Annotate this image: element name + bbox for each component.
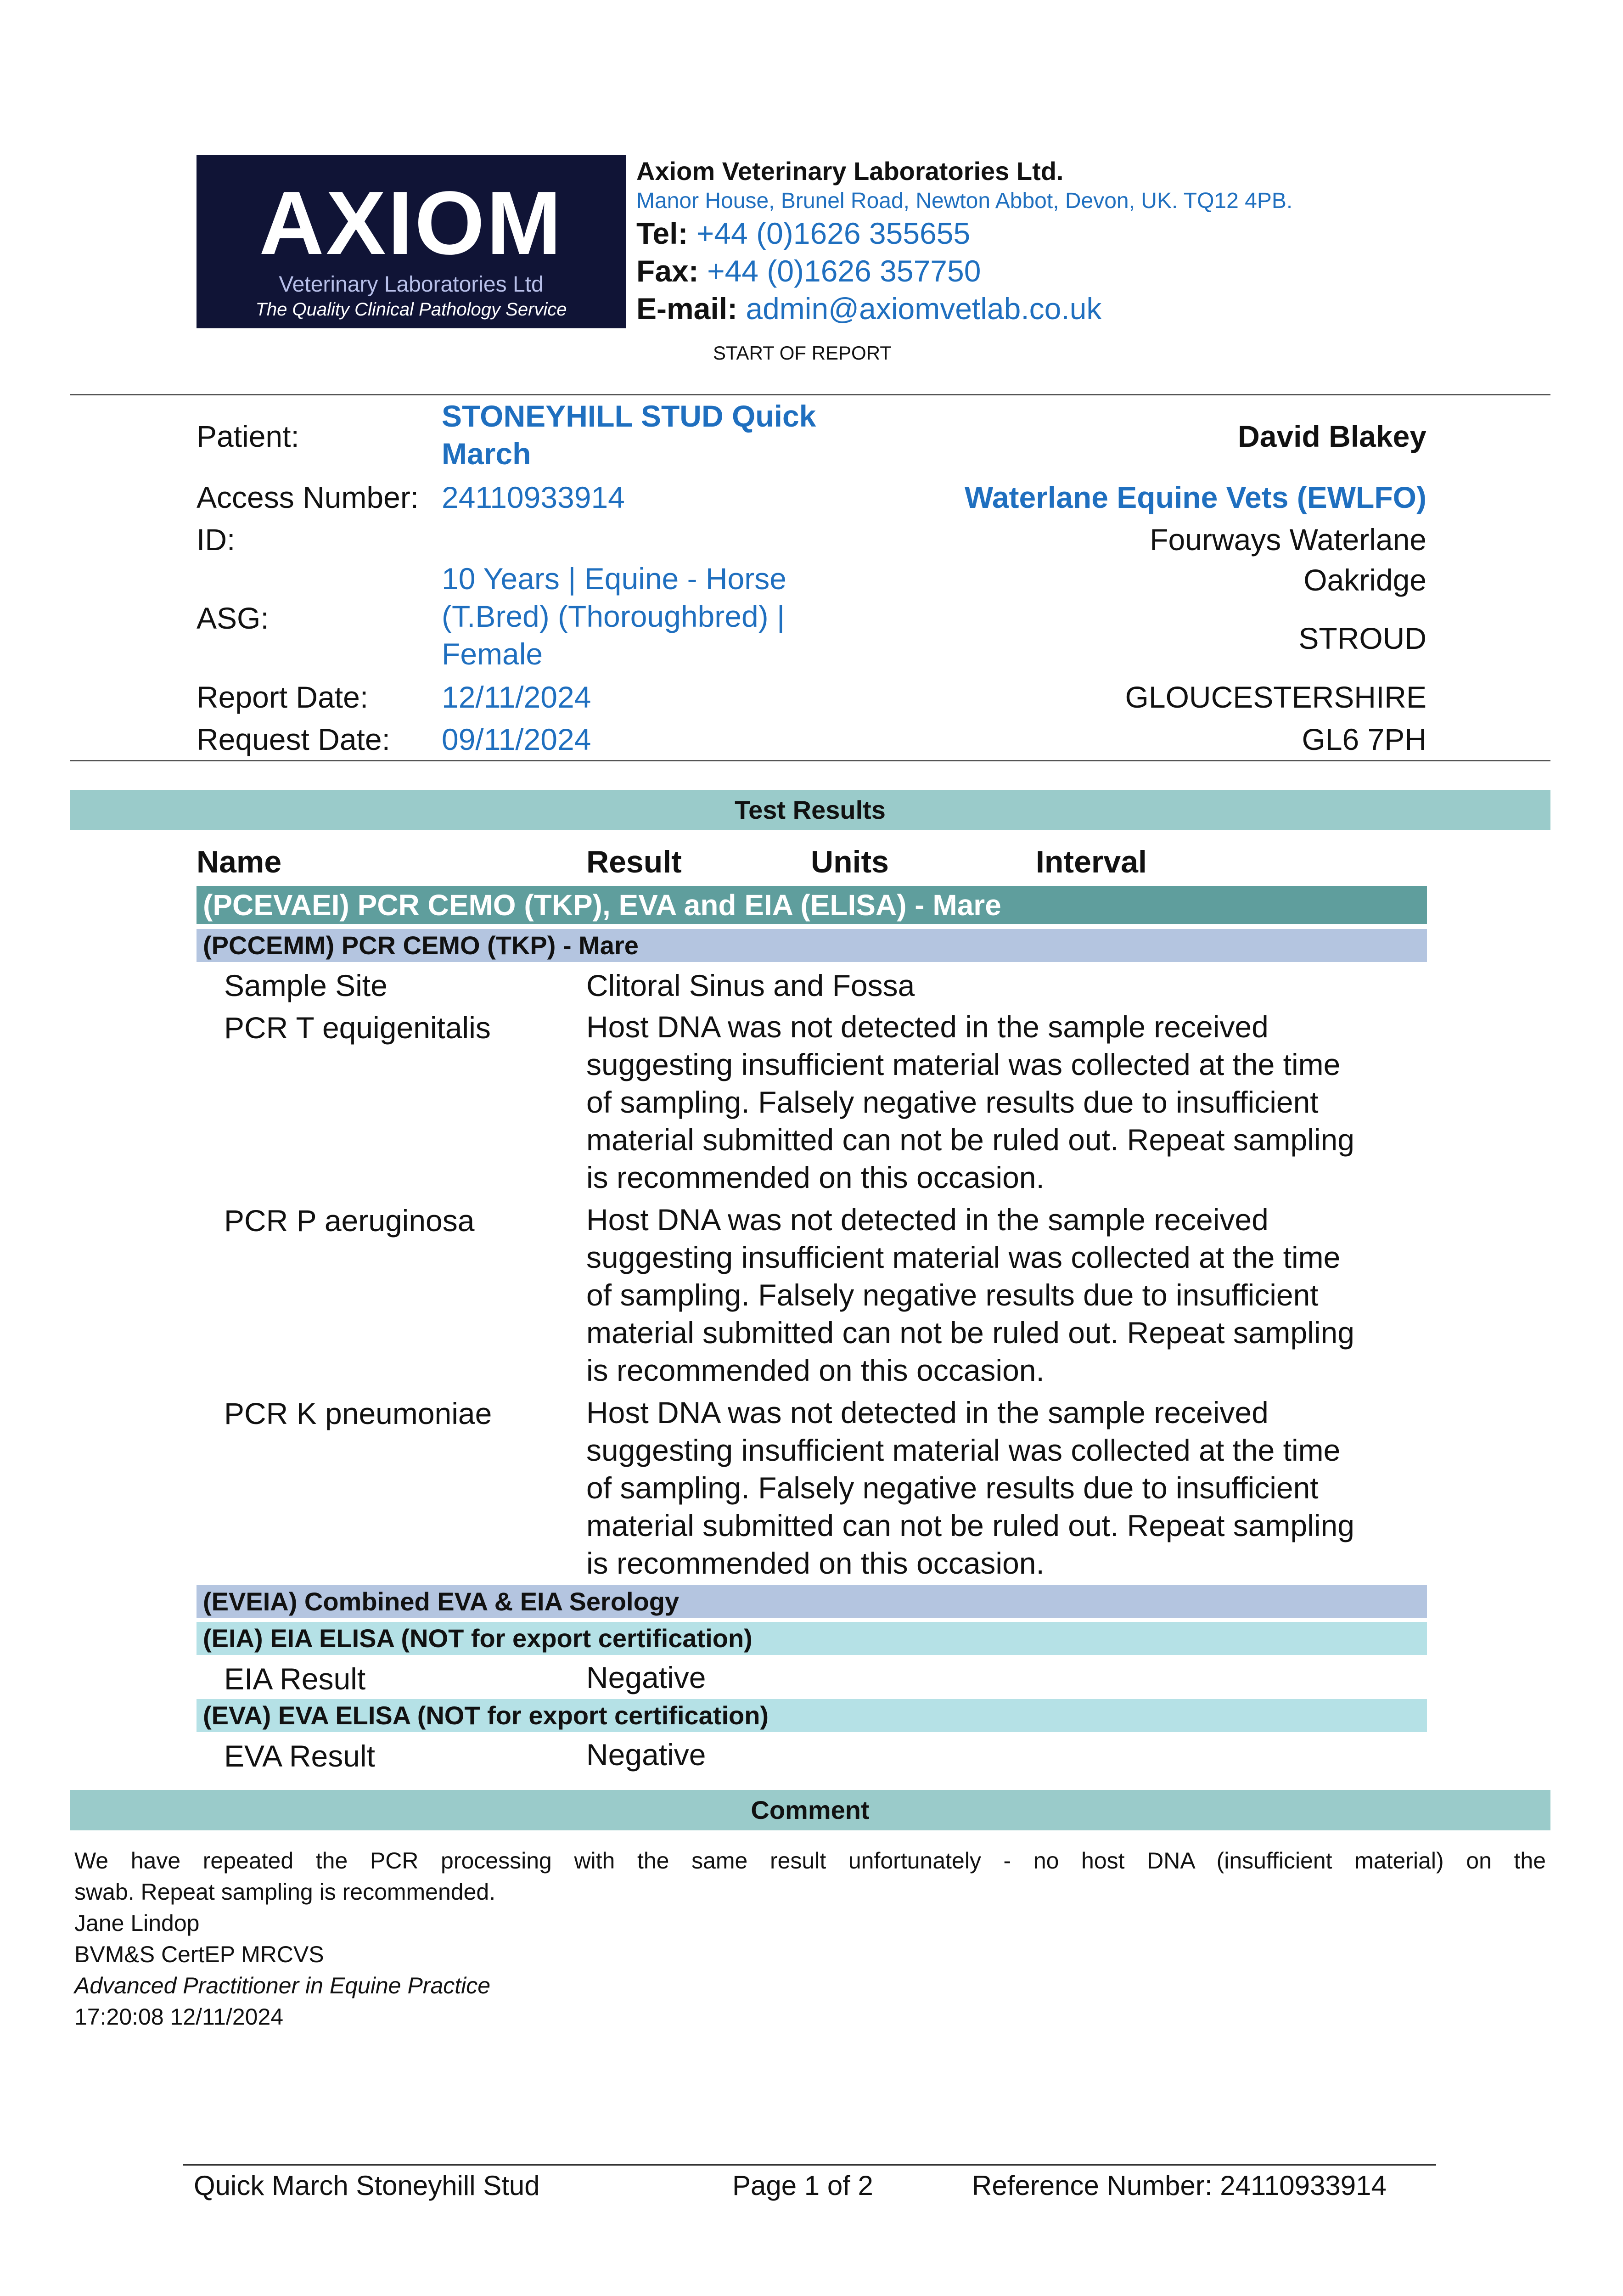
eia-header: (EIA) EIA ELISA (NOT for export certification)	[197, 1622, 1427, 1655]
comment-signer: Jane Lindop	[74, 1910, 200, 1936]
pcr-t-equigenitalis-result	[586, 1008, 1436, 1196]
column-header-interval: Interval	[1036, 844, 1147, 879]
asg-label: ASG:	[197, 601, 269, 635]
tel-value[interactable]: +44 (0)1626 355655	[696, 216, 971, 250]
axiom-logo	[197, 155, 626, 328]
pcr-t-equigenitalis-name: PCR T equigenitalis	[224, 1011, 491, 1045]
group-header-pcr-cemo: (PCCEMM) PCR CEMO (TKP) - Mare	[197, 929, 1427, 962]
patient-name-line2: March	[442, 437, 531, 471]
access-number: 24110933914	[442, 480, 625, 514]
sample-site-name: Sample Site	[224, 968, 387, 1002]
eva-header: (EVA) EVA ELISA (NOT for export certification)	[197, 1699, 1427, 1732]
divider-top	[70, 394, 1550, 395]
request-date-label: Request Date:	[197, 722, 390, 756]
eia-result-name: EIA Result	[224, 1662, 366, 1696]
result-line: suggesting insufficient material was collected at the time	[586, 1047, 1341, 1081]
vet-address-line2: Oakridge	[1303, 563, 1426, 597]
logo-subtitle: Veterinary Laboratories Ltd	[279, 272, 544, 297]
report-date: 12/11/2024	[442, 680, 591, 714]
fax-value: +44 (0)1626 357750	[707, 254, 981, 288]
result-line: of sampling. Falsely negative results due to insufficient	[586, 1278, 1319, 1312]
vet-address-line4: GLOUCESTERSHIRE	[1125, 680, 1426, 714]
asg-line2: (T.Bred) (Thoroughbred) |	[442, 599, 785, 633]
result-line: Host DNA was not detected in the sample received	[586, 1396, 1269, 1429]
sample-site-result: Clitoral Sinus and Fossa	[586, 968, 915, 1002]
fax-label: Fax:	[636, 254, 699, 288]
result-line: Host DNA was not detected in the sample received	[586, 1203, 1269, 1237]
vet-postcode: GL6 7PH	[1302, 722, 1426, 756]
pcr-k-pneumoniae-result	[586, 1394, 1436, 1582]
pcr-k-pneumoniae-name: PCR K pneumoniae	[224, 1396, 492, 1430]
id-label: ID:	[197, 523, 236, 557]
comment-timestamp: 17:20:08 12/11/2024	[74, 2004, 284, 2030]
comment-role: Advanced Practitioner in Equine Practice	[74, 1973, 491, 1998]
eva-result-value: Negative	[586, 1738, 706, 1772]
footer-patient: Quick March Stoneyhill Stud	[194, 2170, 540, 2201]
logo-tagline: The Quality Clinical Pathology Service	[255, 299, 567, 320]
vet-address-line3: STROUD	[1298, 621, 1426, 655]
eia-result-value: Negative	[586, 1660, 706, 1694]
result-line: suggesting insufficient material was collected at the time	[586, 1240, 1341, 1274]
lab-name: Axiom Veterinary Laboratories Ltd.	[636, 157, 1064, 186]
tel-label: Tel:	[636, 216, 688, 250]
result-line: Host DNA was not detected in the sample received	[586, 1010, 1269, 1044]
result-line: of sampling. Falsely negative results due to insufficient	[586, 1471, 1319, 1505]
vet-address-line1: Fourways Waterlane	[1150, 523, 1426, 557]
lab-address: Manor House, Brunel Road, Newton Abbot, Devon, UK. TQ12 4PB.	[636, 189, 1293, 213]
result-line: suggesting insufficient material was collected at the time	[586, 1433, 1341, 1467]
result-line: is recommended on this occasion.	[586, 1160, 1045, 1194]
group-header-serology: (EVEIA) Combined EVA & EIA Serology	[197, 1585, 1427, 1618]
result-line: material submitted can not be ruled out. Repeat sampling	[586, 1316, 1354, 1350]
result-line: of sampling. Falsely negative results due to insufficient	[586, 1085, 1319, 1119]
start-of-report: START OF REPORT	[713, 342, 892, 364]
patient-label: Patient:	[197, 419, 299, 453]
comment-line2: swab. Repeat sampling is recommended.	[74, 1879, 496, 1905]
access-label: Access Number:	[197, 480, 419, 514]
email-link[interactable]: admin@axiomvetlab.co.uk	[746, 292, 1102, 326]
result-line: is recommended on this occasion.	[586, 1546, 1045, 1580]
result-line: is recommended on this occasion.	[586, 1353, 1045, 1387]
panel-header: (PCEVAEI) PCR CEMO (TKP), EVA and EIA (ELISA) - Mare	[197, 886, 1427, 924]
comment-bar: Comment	[70, 1790, 1550, 1830]
comment-line1: We have repeated the PCR processing with the same result unfortunately - no host DNA (insufficient material) on the	[74, 1848, 1546, 1874]
comment-qualifications: BVM&S CertEP MRCVS	[74, 1941, 324, 1967]
result-line: material submitted can not be ruled out. Repeat sampling	[586, 1123, 1354, 1157]
lab-fax	[636, 253, 981, 288]
pcr-p-aeruginosa-result	[586, 1201, 1436, 1389]
report-date-label: Report Date:	[197, 680, 369, 714]
column-header-result: Result	[586, 844, 682, 879]
request-date: 09/11/2024	[442, 722, 591, 756]
column-header-units: Units	[811, 844, 889, 879]
vet-practice: Waterlane Equine Vets (EWLFO)	[964, 480, 1426, 514]
footer-reference-number: Reference Number: 24110933914	[972, 2170, 1387, 2201]
footer-page-number: Page 1 of 2	[732, 2170, 873, 2201]
lab-email	[636, 291, 1101, 326]
vet-name: David Blakey	[1238, 419, 1426, 453]
divider-middle	[70, 760, 1550, 761]
pcr-p-aeruginosa-name: PCR P aeruginosa	[224, 1204, 475, 1238]
column-header-name: Name	[197, 844, 282, 879]
footer-rule	[183, 2164, 1436, 2166]
email-label: E-mail:	[636, 292, 738, 326]
asg-line3: Female	[442, 637, 543, 671]
eva-result-name: EVA Result	[224, 1739, 375, 1773]
logo-wordmark: AXIOM	[259, 173, 563, 273]
lab-tel	[636, 216, 970, 251]
test-results-bar: Test Results	[70, 790, 1550, 830]
patient-name-line1: STONEYHILL STUD Quick	[442, 399, 816, 433]
result-line: material submitted can not be ruled out. Repeat sampling	[586, 1508, 1354, 1542]
asg-line1: 10 Years | Equine - Horse	[442, 562, 786, 596]
